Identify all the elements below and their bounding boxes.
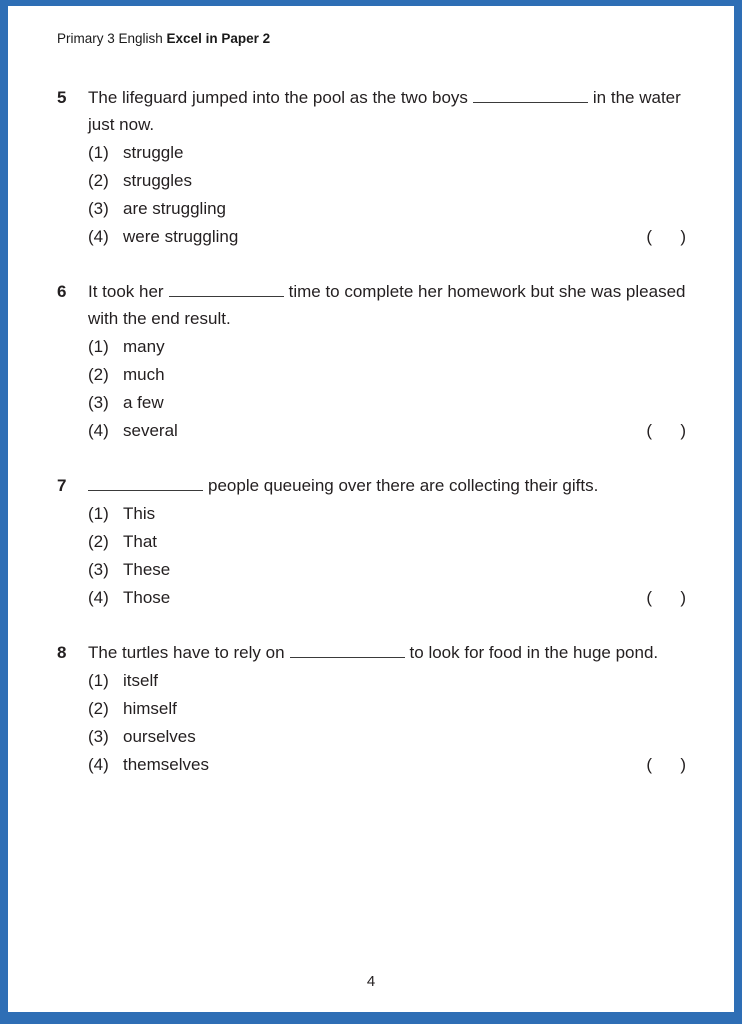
stem-text-after: in the water just now.	[88, 88, 681, 134]
option-row	[88, 223, 686, 251]
option-row	[88, 167, 686, 195]
option-text: were struggling	[123, 227, 239, 246]
option-number: (3)	[88, 727, 109, 746]
answer-brackets: ( )	[646, 755, 686, 774]
option-number: (2)	[88, 532, 109, 551]
answer-brackets: ( )	[646, 588, 686, 607]
option-text: struggles	[123, 171, 192, 190]
answer-blank	[88, 475, 203, 491]
option-text: Those	[123, 588, 171, 607]
option-number: (3)	[88, 393, 109, 412]
answer-brackets: ( )	[646, 421, 686, 440]
option-row	[88, 500, 686, 528]
question-body	[88, 639, 686, 779]
question-number: 6	[57, 282, 67, 301]
page-number: 4	[366, 973, 376, 990]
question-number: 7	[57, 476, 67, 495]
option-number: (1)	[88, 143, 109, 162]
option-text: ourselves	[123, 727, 196, 746]
option-number: (4)	[88, 227, 109, 246]
answer-blank	[473, 87, 588, 103]
option-text: That	[123, 532, 158, 551]
header-book-title: Excel in Paper 2	[166, 31, 271, 46]
option-row	[88, 695, 686, 723]
page-header	[57, 30, 686, 48]
option-number: (3)	[88, 560, 109, 579]
page-footer	[8, 973, 734, 990]
stem-text-before: The lifeguard jumped into the pool as the two boys	[88, 88, 468, 107]
option-text: several	[123, 421, 178, 440]
option-text: many	[123, 337, 165, 356]
question-body	[88, 472, 686, 612]
question-stem	[88, 84, 686, 138]
stem-text-before: It took her	[88, 282, 164, 301]
option-text: themselves	[123, 755, 209, 774]
answer-blank	[290, 642, 405, 658]
option-row	[88, 195, 686, 223]
option-number: (4)	[88, 755, 109, 774]
option-row	[88, 584, 686, 612]
option-number: (2)	[88, 699, 109, 718]
option-row	[88, 751, 686, 779]
header-series-title: Primary 3 English	[57, 31, 167, 46]
question-8	[57, 639, 686, 779]
question-body	[88, 278, 686, 445]
option-number: (2)	[88, 365, 109, 384]
option-row	[88, 333, 686, 361]
options-list	[88, 500, 686, 612]
option-text: much	[123, 365, 165, 384]
option-number: (1)	[88, 671, 109, 690]
question-stem	[88, 472, 686, 499]
option-text: are struggling	[123, 199, 227, 218]
stem-text-before: The turtles have to rely on	[88, 643, 285, 662]
answer-brackets: ( )	[646, 227, 686, 246]
question-number: 5	[57, 88, 67, 107]
options-list	[88, 333, 686, 445]
question-stem	[88, 278, 686, 332]
question-5	[57, 84, 686, 251]
option-row	[88, 528, 686, 556]
question-body	[88, 84, 686, 251]
question-number: 8	[57, 643, 67, 662]
options-list	[88, 667, 686, 779]
option-row	[88, 417, 686, 445]
option-row	[88, 556, 686, 584]
option-number: (3)	[88, 199, 109, 218]
option-number: (1)	[88, 337, 109, 356]
option-text: These	[123, 560, 171, 579]
option-text: itself	[123, 671, 158, 690]
question-7	[57, 472, 686, 612]
page-content	[8, 6, 734, 779]
option-number: (1)	[88, 504, 109, 523]
question-6	[57, 278, 686, 445]
option-row	[88, 723, 686, 751]
option-row	[88, 361, 686, 389]
options-list	[88, 139, 686, 251]
option-row	[88, 389, 686, 417]
option-number: (4)	[88, 588, 109, 607]
option-text: This	[123, 504, 156, 523]
option-text: struggle	[123, 143, 184, 162]
option-number: (4)	[88, 421, 109, 440]
option-text: himself	[123, 699, 177, 718]
stem-text-after: time to complete her homework but she was pleased with the end result.	[88, 282, 686, 328]
answer-blank	[169, 281, 284, 297]
option-row	[88, 667, 686, 695]
question-stem	[88, 639, 686, 666]
option-text: a few	[123, 393, 164, 412]
stem-text-after: to look for food in the huge pond.	[409, 643, 659, 662]
option-row	[88, 139, 686, 167]
stem-text-after: people queueing over there are collecting their gifts.	[208, 476, 599, 495]
option-number: (2)	[88, 171, 109, 190]
